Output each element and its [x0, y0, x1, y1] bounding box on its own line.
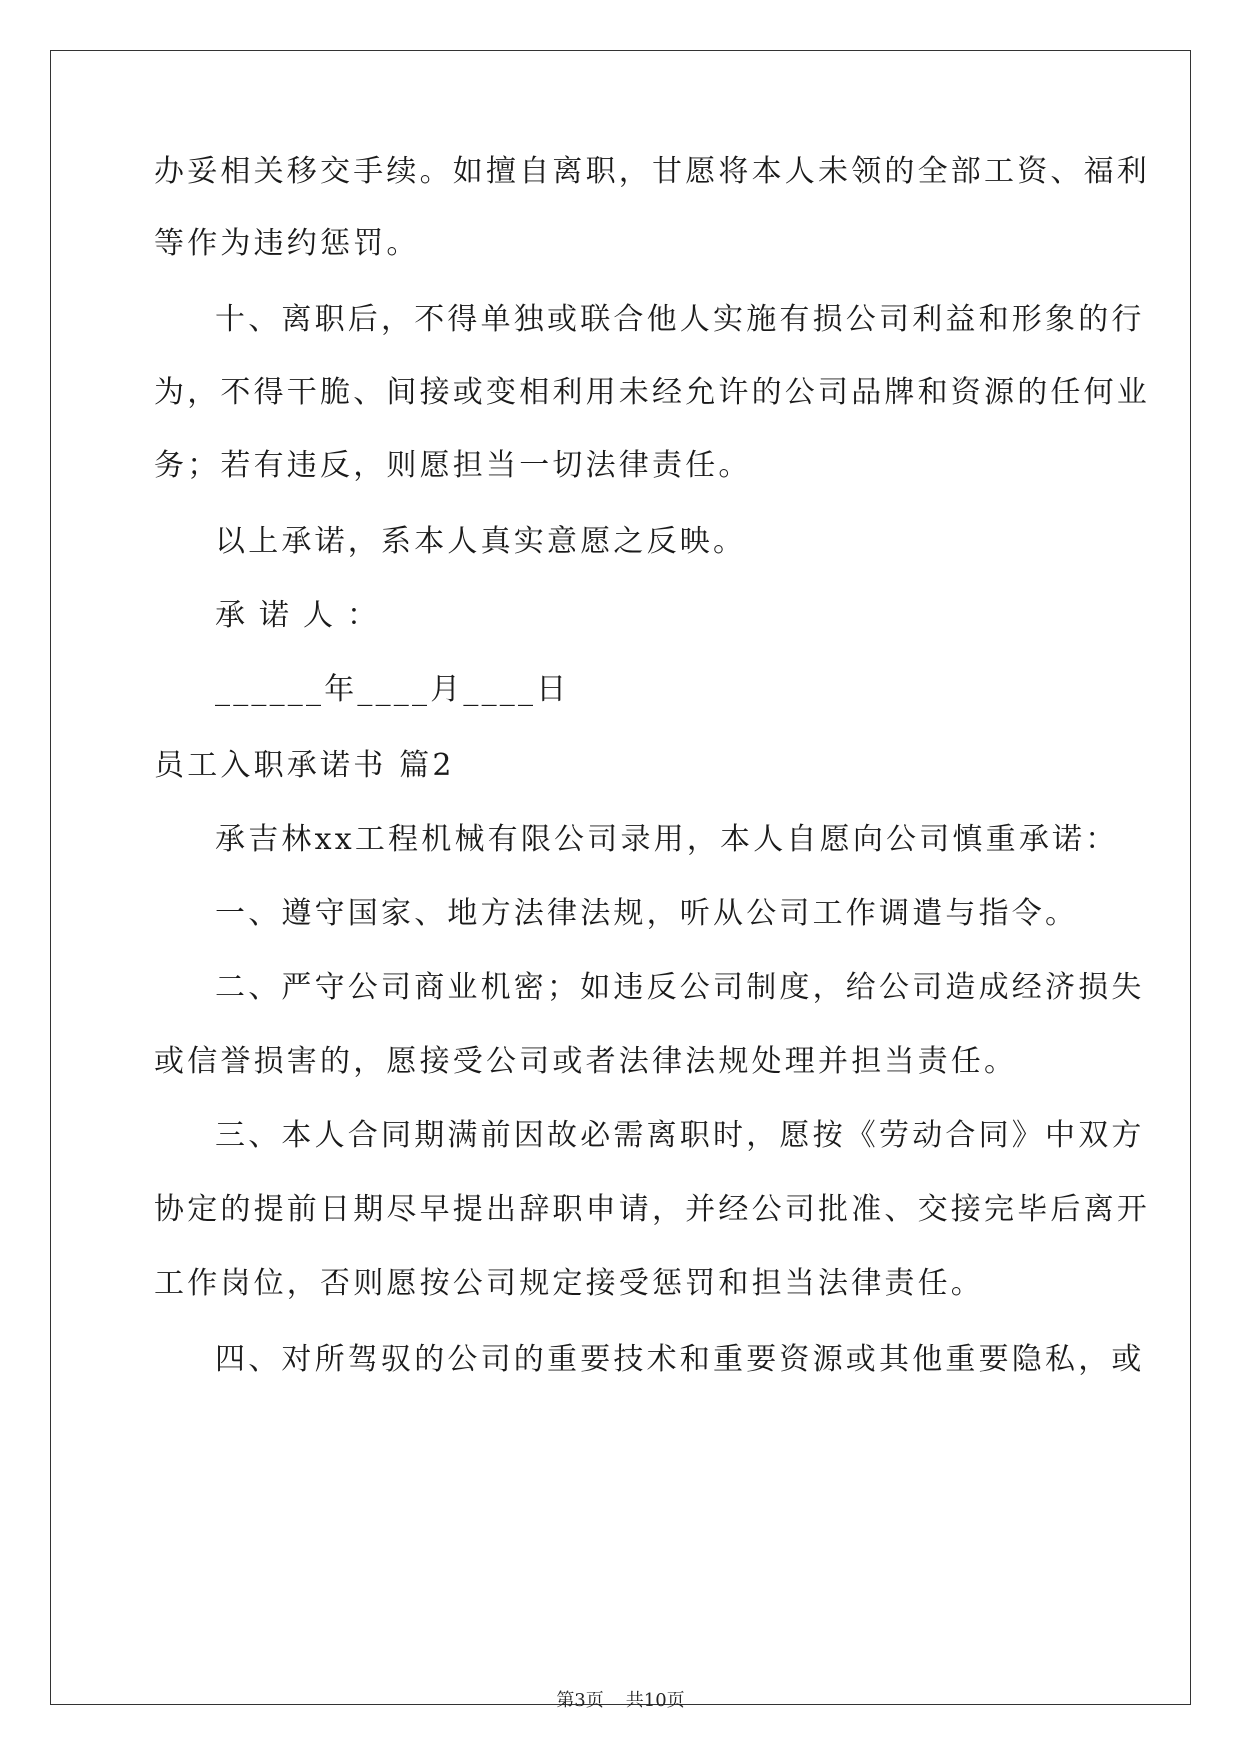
date-line: ______年____月____日: [215, 672, 570, 707]
body-line: 工作岗位，否则愿按公司规定接受惩罚和担当法律责任。: [154, 1266, 984, 1301]
body-line: 办妥相关移交手续。如擅自离职，甘愿将本人未领的全部工资、福利: [154, 154, 1150, 189]
body-line: 十、离职后，不得单独或联合他人实施有损公司利益和形象的行: [215, 302, 1145, 337]
page-number-current: 第3页: [556, 1690, 604, 1711]
body-line: 务；若有违反，则愿担当一切法律责任。: [154, 448, 752, 483]
body-line: 协定的提前日期尽早提出辞职申请，并经公司批准、交接完毕后离开: [154, 1192, 1150, 1227]
body-line: 一、遵守国家、地方法律法规，听从公司工作调遣与指令。: [215, 896, 1079, 931]
section-title: 员工入职承诺书 篇2: [154, 748, 455, 783]
body-line: 等作为违约惩罚。: [154, 226, 420, 261]
body-line: 四、对所驾驭的公司的重要技术和重要资源或其他重要隐私，或: [215, 1342, 1145, 1377]
signer-label: 承诺人：: [215, 598, 391, 633]
body-line: 以上承诺，系本人真实意愿之反映。: [215, 524, 747, 559]
page-frame: [50, 50, 1191, 1705]
body-line: 承吉林xx工程机械有限公司录用，本人自愿向公司慎重承诺：: [215, 822, 1119, 857]
page-number-total: 共10页: [625, 1690, 685, 1711]
body-line: 为，不得干脆、间接或变相利用未经允许的公司品牌和资源的任何业: [154, 375, 1150, 410]
body-line: 三、本人合同期满前因故必需离职时，愿按《劳动合同》中双方: [215, 1118, 1145, 1153]
body-line: 二、严守公司商业机密；如违反公司制度，给公司造成经济损失: [215, 970, 1145, 1005]
body-line: 或信誉损害的，愿接受公司或者法律法规处理并担当责任。: [154, 1044, 1018, 1079]
page-footer: [0, 1689, 1241, 1713]
